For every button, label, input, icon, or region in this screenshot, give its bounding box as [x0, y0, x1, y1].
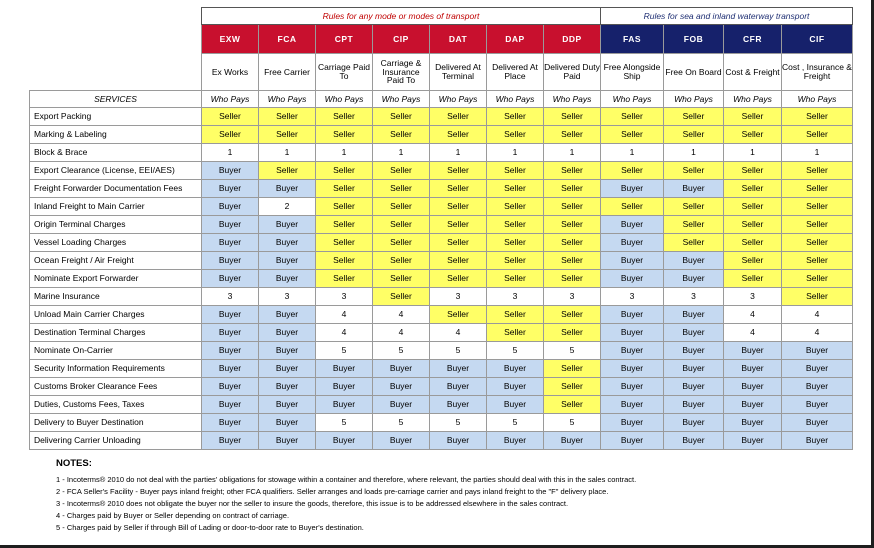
- cell-fas: Buyer: [601, 234, 664, 252]
- table-row: [30, 324, 853, 342]
- term-desc-cpt: Carriage Paid To: [316, 54, 373, 91]
- cell-ddp: Seller: [544, 180, 601, 198]
- cell-fca: 3: [259, 288, 316, 306]
- cell-fob: Buyer: [664, 414, 724, 432]
- cell-fas: Seller: [601, 198, 664, 216]
- incoterms-responsibility-table: [29, 7, 853, 450]
- term-description-row: [30, 54, 853, 91]
- cell-dap: 1: [487, 144, 544, 162]
- cell-dap: Seller: [487, 216, 544, 234]
- cell-cip: Seller: [373, 288, 430, 306]
- cell-cfr: Buyer: [724, 414, 782, 432]
- cell-dat: Seller: [430, 270, 487, 288]
- cell-cif: Seller: [782, 252, 853, 270]
- cell-ddp: Seller: [544, 306, 601, 324]
- who-pays-label: Who Pays: [487, 91, 544, 108]
- cell-ddp: Seller: [544, 252, 601, 270]
- service-name: Destination Terminal Charges: [30, 324, 202, 342]
- cell-dat: Buyer: [430, 378, 487, 396]
- service-name: Inland Freight to Main Carrier: [30, 198, 202, 216]
- services-header: SERVICES: [30, 91, 202, 108]
- cell-exw: Buyer: [202, 432, 259, 450]
- term-code-cpt: CPT: [316, 25, 373, 54]
- cell-fas: Buyer: [601, 432, 664, 450]
- cell-ddp: Seller: [544, 324, 601, 342]
- table-row: [30, 378, 853, 396]
- cell-cpt: 4: [316, 306, 373, 324]
- cell-cip: 1: [373, 144, 430, 162]
- cell-cip: Seller: [373, 108, 430, 126]
- cell-exw: Buyer: [202, 396, 259, 414]
- cell-cif: Seller: [782, 234, 853, 252]
- cell-dat: Seller: [430, 108, 487, 126]
- cell-ddp: Seller: [544, 234, 601, 252]
- cell-cip: Buyer: [373, 432, 430, 450]
- cell-cif: Buyer: [782, 342, 853, 360]
- term-code-fca: FCA: [259, 25, 316, 54]
- cell-exw: Buyer: [202, 252, 259, 270]
- service-name: Delivery to Buyer Destination: [30, 414, 202, 432]
- cell-cpt: Seller: [316, 198, 373, 216]
- note-item: 3 - Incoterms® 2010 does not obligate the buyer nor the seller to insure the goods, therefore, this issue is to be addressed elsewhere in the sales contract.: [56, 498, 569, 508]
- cell-ddp: Seller: [544, 360, 601, 378]
- cell-cpt: Seller: [316, 216, 373, 234]
- corner-blank: [30, 25, 202, 54]
- cell-fca: Seller: [259, 108, 316, 126]
- note-item: 4 - Charges paid by Buyer or Seller depending on contract of carriage.: [56, 510, 290, 520]
- cell-fas: Seller: [601, 126, 664, 144]
- cell-cip: 4: [373, 306, 430, 324]
- cell-cfr: Buyer: [724, 378, 782, 396]
- who-pays-label: Who Pays: [259, 91, 316, 108]
- service-name: Nominate Export Forwarder: [30, 270, 202, 288]
- cell-dat: Seller: [430, 198, 487, 216]
- table-row: [30, 306, 853, 324]
- cell-cpt: Seller: [316, 108, 373, 126]
- table-row: [30, 198, 853, 216]
- cell-dap: Buyer: [487, 378, 544, 396]
- cell-exw: Buyer: [202, 360, 259, 378]
- group-sea-mode-label: Rules for sea and inland waterway transport: [601, 8, 853, 25]
- cell-cpt: 4: [316, 324, 373, 342]
- cell-cip: Seller: [373, 126, 430, 144]
- table-row: [30, 414, 853, 432]
- cell-dat: 4: [430, 324, 487, 342]
- cell-fas: Buyer: [601, 180, 664, 198]
- table-row: [30, 162, 853, 180]
- cell-fca: Buyer: [259, 342, 316, 360]
- cell-exw: Seller: [202, 126, 259, 144]
- who-pays-label: Who Pays: [202, 91, 259, 108]
- cell-cif: Buyer: [782, 414, 853, 432]
- cell-exw: 3: [202, 288, 259, 306]
- cell-cpt: Buyer: [316, 360, 373, 378]
- cell-ddp: Seller: [544, 126, 601, 144]
- cell-fob: Buyer: [664, 396, 724, 414]
- who-pays-label: Who Pays: [664, 91, 724, 108]
- cell-exw: 1: [202, 144, 259, 162]
- cell-dat: Seller: [430, 162, 487, 180]
- cell-dap: Seller: [487, 306, 544, 324]
- cell-fca: Buyer: [259, 306, 316, 324]
- cell-cif: Buyer: [782, 396, 853, 414]
- table-row: [30, 234, 853, 252]
- service-name: Customs Broker Clearance Fees: [30, 378, 202, 396]
- cell-dap: Seller: [487, 270, 544, 288]
- cell-fob: Buyer: [664, 180, 724, 198]
- table-row: [30, 432, 853, 450]
- cell-cpt: Buyer: [316, 432, 373, 450]
- cell-cif: 4: [782, 324, 853, 342]
- cell-fca: 2: [259, 198, 316, 216]
- cell-cif: Buyer: [782, 432, 853, 450]
- cell-fob: Seller: [664, 234, 724, 252]
- cell-fas: Buyer: [601, 216, 664, 234]
- cell-fob: Buyer: [664, 342, 724, 360]
- cell-exw: Buyer: [202, 378, 259, 396]
- cell-fob: Seller: [664, 126, 724, 144]
- cell-cip: Buyer: [373, 396, 430, 414]
- cell-fca: Buyer: [259, 378, 316, 396]
- table-row: [30, 252, 853, 270]
- term-desc-exw: Ex Works: [202, 54, 259, 91]
- cell-ddp: 5: [544, 414, 601, 432]
- cell-fob: Buyer: [664, 432, 724, 450]
- cell-cip: 5: [373, 414, 430, 432]
- cell-dap: Seller: [487, 234, 544, 252]
- cell-cfr: Seller: [724, 252, 782, 270]
- table-row: [30, 126, 853, 144]
- cell-cpt: 5: [316, 414, 373, 432]
- cell-cfr: Buyer: [724, 360, 782, 378]
- who-pays-label: Who Pays: [316, 91, 373, 108]
- cell-fob: Buyer: [664, 306, 724, 324]
- cell-dap: 5: [487, 414, 544, 432]
- who-pays-label: Who Pays: [782, 91, 853, 108]
- cell-exw: Buyer: [202, 180, 259, 198]
- cell-cfr: Seller: [724, 162, 782, 180]
- note-item: 1 - Incoterms® 2010 do not deal with the parties' obligations for stowage within a container and therefore, where relevant, the parties should deal with this in the sales contract.: [56, 475, 637, 484]
- cell-cif: 4: [782, 306, 853, 324]
- cell-cif: Seller: [782, 126, 853, 144]
- cell-cif: Buyer: [782, 378, 853, 396]
- cell-dap: 3: [487, 288, 544, 306]
- cell-fas: Buyer: [601, 414, 664, 432]
- cell-ddp: 1: [544, 144, 601, 162]
- term-desc-dat: Delivered At Terminal: [430, 54, 487, 91]
- term-desc-fas: Free Alongside Ship: [601, 54, 664, 91]
- cell-fob: Buyer: [664, 360, 724, 378]
- cell-dap: Seller: [487, 198, 544, 216]
- cell-fob: Buyer: [664, 270, 724, 288]
- term-code-fob: FOB: [664, 25, 724, 54]
- group-header-row: [30, 8, 853, 25]
- term-code-dat: DAT: [430, 25, 487, 54]
- table-row: [30, 144, 853, 162]
- cell-cfr: Seller: [724, 270, 782, 288]
- cell-cif: Seller: [782, 288, 853, 306]
- cell-cpt: Seller: [316, 126, 373, 144]
- corner-blank: [30, 54, 202, 91]
- cell-fas: Buyer: [601, 342, 664, 360]
- term-code-ddp: DDP: [544, 25, 601, 54]
- cell-cip: Seller: [373, 180, 430, 198]
- cell-ddp: Seller: [544, 396, 601, 414]
- service-name: Marking & Labeling: [30, 126, 202, 144]
- cell-cif: Seller: [782, 198, 853, 216]
- cell-cif: Seller: [782, 180, 853, 198]
- service-name: Security Information Requirements: [30, 360, 202, 378]
- who-pays-label: Who Pays: [373, 91, 430, 108]
- cell-fob: 3: [664, 288, 724, 306]
- corner-blank: [30, 8, 202, 25]
- cell-exw: Buyer: [202, 342, 259, 360]
- cell-dap: Seller: [487, 108, 544, 126]
- cell-dat: Seller: [430, 216, 487, 234]
- service-name: Vessel Loading Charges: [30, 234, 202, 252]
- cell-cip: 5: [373, 342, 430, 360]
- term-code-cif: CIF: [782, 25, 853, 54]
- who-pays-label: Who Pays: [430, 91, 487, 108]
- cell-cpt: 1: [316, 144, 373, 162]
- cell-cpt: Seller: [316, 234, 373, 252]
- notes-list: [56, 474, 846, 534]
- service-name: Export Packing: [30, 108, 202, 126]
- note-item: 2 - FCA Seller's Facility - Buyer pays inland freight; other FCA qualifiers. Seller arranges and loads pre-carriage carrier and pays inland freight to the "F" delivery place.: [56, 486, 609, 496]
- cell-cfr: Seller: [724, 126, 782, 144]
- cell-dat: 1: [430, 144, 487, 162]
- cell-fca: Buyer: [259, 360, 316, 378]
- cell-fca: Buyer: [259, 396, 316, 414]
- table-row: [30, 270, 853, 288]
- service-name: Duties, Customs Fees, Taxes: [30, 396, 202, 414]
- cell-exw: Seller: [202, 108, 259, 126]
- cell-fca: Seller: [259, 126, 316, 144]
- cell-dat: Buyer: [430, 396, 487, 414]
- cell-fas: Seller: [601, 162, 664, 180]
- table-row: [30, 396, 853, 414]
- cell-cif: Seller: [782, 216, 853, 234]
- cell-fas: Seller: [601, 108, 664, 126]
- cell-cfr: 3: [724, 288, 782, 306]
- table-row: [30, 288, 853, 306]
- notes-title: NOTES:: [56, 458, 92, 469]
- cell-dap: Seller: [487, 324, 544, 342]
- term-desc-fca: Free Carrier: [259, 54, 316, 91]
- cell-fob: Seller: [664, 198, 724, 216]
- cell-fca: Buyer: [259, 234, 316, 252]
- cell-dat: Seller: [430, 306, 487, 324]
- cell-fca: Buyer: [259, 414, 316, 432]
- cell-exw: Buyer: [202, 162, 259, 180]
- cell-dat: 3: [430, 288, 487, 306]
- term-code-row: [30, 25, 853, 54]
- cell-exw: Buyer: [202, 324, 259, 342]
- cell-cip: Seller: [373, 216, 430, 234]
- cell-exw: Buyer: [202, 198, 259, 216]
- term-code-cfr: CFR: [724, 25, 782, 54]
- cell-cfr: Seller: [724, 180, 782, 198]
- table-row: [30, 108, 853, 126]
- cell-fca: Buyer: [259, 252, 316, 270]
- cell-cfr: 4: [724, 306, 782, 324]
- cell-fas: Buyer: [601, 306, 664, 324]
- cell-dap: Buyer: [487, 396, 544, 414]
- term-desc-ddp: Delivered Duty Paid: [544, 54, 601, 91]
- table-row: [30, 180, 853, 198]
- notes-section: [56, 458, 846, 534]
- cell-cip: 4: [373, 324, 430, 342]
- cell-cip: Seller: [373, 198, 430, 216]
- cell-dap: Seller: [487, 162, 544, 180]
- term-code-dap: DAP: [487, 25, 544, 54]
- cell-fca: Buyer: [259, 270, 316, 288]
- cell-cfr: 1: [724, 144, 782, 162]
- cell-fob: Seller: [664, 216, 724, 234]
- cell-fca: Buyer: [259, 324, 316, 342]
- cell-ddp: Seller: [544, 108, 601, 126]
- table-row: [30, 216, 853, 234]
- cell-cfr: Buyer: [724, 432, 782, 450]
- cell-cpt: 5: [316, 342, 373, 360]
- cell-fas: Buyer: [601, 324, 664, 342]
- cell-dap: Seller: [487, 180, 544, 198]
- cell-cpt: Seller: [316, 180, 373, 198]
- service-name: Origin Terminal Charges: [30, 216, 202, 234]
- cell-cfr: Seller: [724, 234, 782, 252]
- cell-cfr: Buyer: [724, 396, 782, 414]
- term-desc-cfr: Cost & Freight: [724, 54, 782, 91]
- term-code-exw: EXW: [202, 25, 259, 54]
- cell-dat: Seller: [430, 252, 487, 270]
- cell-fca: Buyer: [259, 216, 316, 234]
- cell-fob: Seller: [664, 108, 724, 126]
- service-name: Block & Brace: [30, 144, 202, 162]
- cell-dat: Seller: [430, 126, 487, 144]
- term-code-fas: FAS: [601, 25, 664, 54]
- cell-cif: Buyer: [782, 360, 853, 378]
- cell-fas: Buyer: [601, 396, 664, 414]
- term-desc-cif: Cost , Insurance & Freight: [782, 54, 853, 91]
- cell-cfr: Seller: [724, 216, 782, 234]
- cell-cpt: Seller: [316, 270, 373, 288]
- service-name: Nominate On-Carrier: [30, 342, 202, 360]
- cell-fas: Buyer: [601, 360, 664, 378]
- cell-dap: Seller: [487, 126, 544, 144]
- cell-cif: Seller: [782, 162, 853, 180]
- cell-cpt: 3: [316, 288, 373, 306]
- cell-cpt: Seller: [316, 252, 373, 270]
- cell-cip: Buyer: [373, 360, 430, 378]
- cell-cip: Buyer: [373, 378, 430, 396]
- table-row: [30, 342, 853, 360]
- service-name: Freight Forwarder Documentation Fees: [30, 180, 202, 198]
- cell-fob: Buyer: [664, 324, 724, 342]
- cell-dat: Seller: [430, 180, 487, 198]
- cell-fca: Buyer: [259, 180, 316, 198]
- who-pays-label: Who Pays: [544, 91, 601, 108]
- cell-exw: Buyer: [202, 414, 259, 432]
- cell-ddp: 5: [544, 342, 601, 360]
- cell-dat: 5: [430, 414, 487, 432]
- cell-ddp: 3: [544, 288, 601, 306]
- term-desc-fob: Free On Board: [664, 54, 724, 91]
- cell-ddp: Seller: [544, 270, 601, 288]
- cell-dap: Buyer: [487, 360, 544, 378]
- cell-ddp: Seller: [544, 378, 601, 396]
- cell-exw: Buyer: [202, 270, 259, 288]
- cell-cfr: Seller: [724, 108, 782, 126]
- cell-cif: 1: [782, 144, 853, 162]
- cell-cip: Seller: [373, 162, 430, 180]
- group-any-mode-label: Rules for any mode or modes of transport: [202, 8, 601, 25]
- table-row: [30, 360, 853, 378]
- cell-cip: Seller: [373, 234, 430, 252]
- cell-dat: Seller: [430, 234, 487, 252]
- term-desc-cip: Carriage & Insurance Paid To: [373, 54, 430, 91]
- cell-fob: Buyer: [664, 252, 724, 270]
- cell-cif: Seller: [782, 270, 853, 288]
- who-pays-label: Who Pays: [601, 91, 664, 108]
- service-name: Unload Main Carrier Charges: [30, 306, 202, 324]
- cell-fas: Buyer: [601, 378, 664, 396]
- cell-fca: 1: [259, 144, 316, 162]
- cell-dat: 5: [430, 342, 487, 360]
- service-name: Ocean Freight / Air Freight: [30, 252, 202, 270]
- cell-dap: 5: [487, 342, 544, 360]
- cell-dat: Buyer: [430, 360, 487, 378]
- cell-dap: Buyer: [487, 432, 544, 450]
- cell-cfr: Buyer: [724, 342, 782, 360]
- note-item: 5 - Charges paid by Seller if through Bill of Lading or door-to-door rate to Buyer's destination.: [56, 522, 364, 532]
- cell-fob: Seller: [664, 162, 724, 180]
- service-name: Delivering Carrier Unloading: [30, 432, 202, 450]
- cell-cip: Seller: [373, 252, 430, 270]
- cell-fob: 1: [664, 144, 724, 162]
- cell-exw: Buyer: [202, 306, 259, 324]
- cell-fas: 1: [601, 144, 664, 162]
- cell-fas: Buyer: [601, 252, 664, 270]
- cell-exw: Buyer: [202, 234, 259, 252]
- cell-cpt: Buyer: [316, 378, 373, 396]
- service-name: Marine Insurance: [30, 288, 202, 306]
- cell-fob: Buyer: [664, 378, 724, 396]
- cell-fca: Seller: [259, 162, 316, 180]
- cell-dat: Buyer: [430, 432, 487, 450]
- who-pays-label: Who Pays: [724, 91, 782, 108]
- cell-fca: Buyer: [259, 432, 316, 450]
- term-desc-dap: Delivered At Place: [487, 54, 544, 91]
- cell-fas: 3: [601, 288, 664, 306]
- cell-cip: Seller: [373, 270, 430, 288]
- cell-exw: Buyer: [202, 216, 259, 234]
- cell-cif: Seller: [782, 108, 853, 126]
- service-name: Export Clearance (License, EEI/AES): [30, 162, 202, 180]
- cell-ddp: Seller: [544, 216, 601, 234]
- cell-ddp: Seller: [544, 198, 601, 216]
- cell-cfr: Seller: [724, 198, 782, 216]
- cell-ddp: Seller: [544, 162, 601, 180]
- cell-ddp: Buyer: [544, 432, 601, 450]
- cell-dap: Seller: [487, 252, 544, 270]
- term-code-cip: CIP: [373, 25, 430, 54]
- cell-cpt: Seller: [316, 162, 373, 180]
- cell-fas: Buyer: [601, 270, 664, 288]
- cell-cpt: Buyer: [316, 396, 373, 414]
- cell-cfr: 4: [724, 324, 782, 342]
- who-pays-row: [30, 91, 853, 108]
